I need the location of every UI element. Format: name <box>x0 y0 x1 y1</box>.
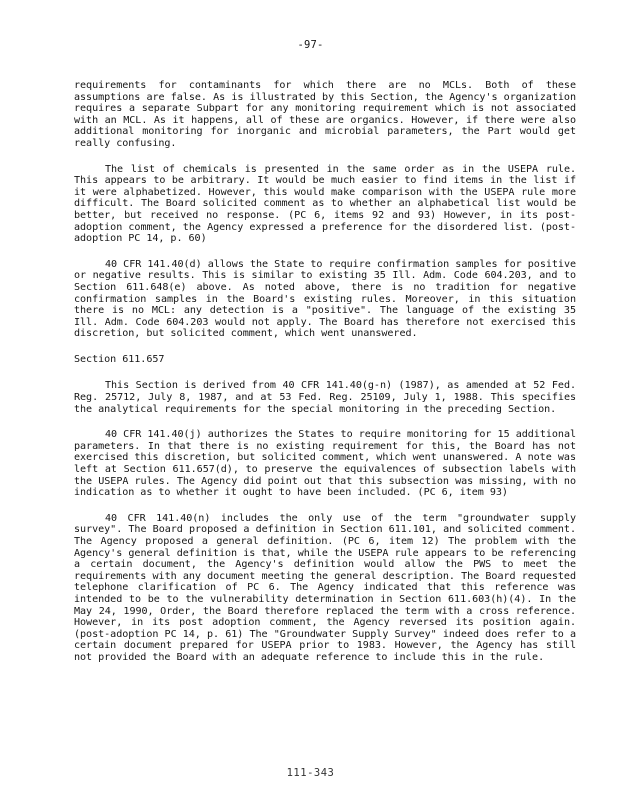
paragraph-section-derivation: This Section is derived from 40 CFR 141.40(g-n) (1987), as amended at 52 Fed. Reg. 25712, July 8, 1987, and at 53 Fed. Reg. 25109, July 1, 1988. This specifies the analytical requirements for the special monitoring in the preceding Section. <box>74 380 576 415</box>
footer-page-code: 111-343 <box>286 767 335 779</box>
paragraph-additional-parameters: 40 CFR 141.40(j) authorizes the States to require monitoring for 15 additional parameters. In that there is no existing requirement for this, the Board has not exercised this discretion, but solicited comment, which went unanswered. A note was left at Section 611.657(d), to preserve the equivalences of subsection labels with the USEPA rules. The Agency did point out that this subsection was missing, with no indication as to whether it ought to have been included. (PC 6, item 93) <box>74 429 576 499</box>
document-body <box>74 80 576 678</box>
paragraph-confirmation-samples: 40 CFR 141.40(d) allows the State to require confirmation samples for positive or negative results. This is similar to existing 35 Ill. Adm. Code 604.203, and to Section 611.648(e) above. As noted above, there is no tradition for negative confirmation samples in the Board's existing rules. Moreover, in this situation there is no MCL: any detection is a "positive". The language of the existing 35 Ill. Adm. Code 604.203 would not apply. The Board has therefore not exercised this discretion, but solicited comment, which went unanswered. <box>74 258 576 340</box>
page-number: -97- <box>297 39 324 51</box>
section-heading: Section 611.657 <box>74 353 165 365</box>
paragraph-groundwater-supply-survey: 40 CFR 141.40(n) includes the only use of the term "groundwater supply survey". The Board proposed a definition in Section 611.101, and solicited comment. The Agency proposed a general definition. (PC 6, item 12) The problem with the Agency's general definition is that, while the USEPA rule appears to be referencing a certain document, the Agency's definition would allow the PWS to meet the requirements with any document meeting the general description. The Board requested telephone clarification of PC 6. The Agency indicated that this reference was intended to be to the vulnerability determination in Section 611.603(h)(4). In the May 24, 1990, Order, the Board therefore replaced the term with a cross reference. However, in its post adoption comment, the Agency reversed its position again. (post-adoption PC 14, p. 61) The "Groundwater Supply Survey" indeed does refer to a certain document prepared for USEPA prior to 1983. However, the Agency has still not provided the Board with an adequate reference to include this in the rule. <box>74 512 576 663</box>
paragraph-chemical-list-order: The list of chemicals is presented in the same order as in the USEPA rule. This appears to be arbitrary. It would be much easier to find items in the list if it were alphabetized. However, this would make comparison with the USEPA rule more difficult. The Board solicited comment as to whether an alphabetical list would be better, but received no response. (PC 6, items 92 and 93) However, in its post-adoption comment, the Agency expressed a preference for the disordered list. (post-adoption PC 14, p. 60) <box>74 163 576 245</box>
paragraph-continuation: requirements for contaminants for which there are no MCLs. Both of these assumptions are false. As is illustrated by this Section, the Agency's organization requires a separate Subpart for any monitoring requirement which is not associated with an MCL. As it happens, all of these are organics. However, if there were also additional monitoring for inorganic and microbial parameters, the Part would get really confusing. <box>74 80 576 149</box>
